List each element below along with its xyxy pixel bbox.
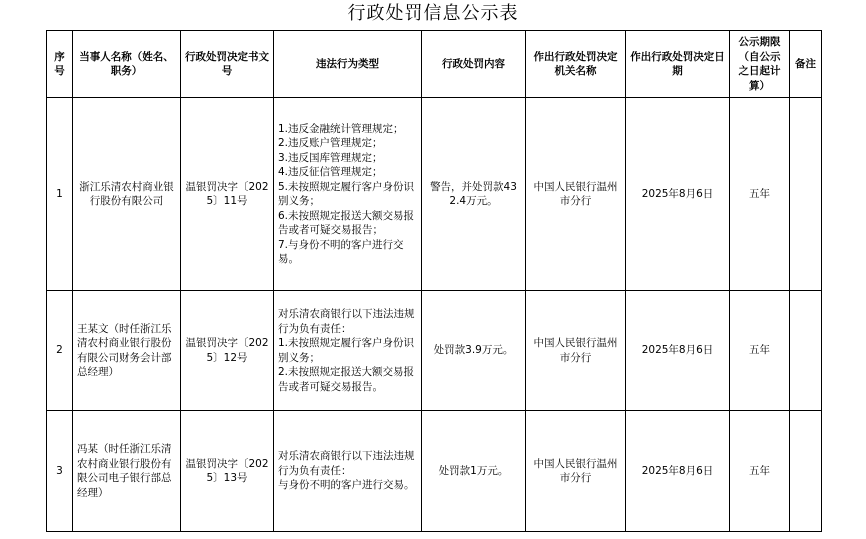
violation-item: 1.未按照规定履行客户身份识别义务； (278, 337, 415, 364)
row-period: 五年 (730, 291, 790, 411)
row-violations (274, 98, 422, 291)
header-date: 作出行政处罚决定日期 (626, 31, 730, 98)
row-penalty: 警告，并处罚款432.4万元。 (422, 98, 526, 291)
table-row (47, 98, 822, 291)
row-doc-no: 温银罚决字〔2025〕13号 (181, 411, 274, 532)
header-authority: 作出行政处罚决定机关名称 (526, 31, 626, 98)
row-party: 王某文（时任浙江乐清农村商业银行股份有限公司财务会计部总经理） (73, 291, 181, 411)
violation-item: 3.违反国库管理规定； (278, 151, 383, 164)
row-seq: 1 (47, 98, 73, 291)
header-penalty: 行政处罚内容 (422, 31, 526, 98)
row-doc-no: 温银罚决字〔2025〕12号 (181, 291, 274, 411)
row-authority: 中国人民银行温州市分行 (526, 291, 626, 411)
violation-item: 1.违反金融统计管理规定； (278, 122, 404, 135)
row-party: 冯某（时任浙江乐清农村商业银行股份有限公司电子银行部总经理） (73, 411, 181, 532)
row-seq: 2 (47, 291, 73, 411)
header-party: 当事人名称（姓名、职务） (73, 31, 181, 98)
violation-item: 4.违反征信管理规定； (278, 166, 383, 178)
header-violation: 违法行为类型 (274, 31, 422, 98)
row-party: 浙江乐清农村商业银行股份有限公司 (73, 98, 181, 291)
violation-item: 5.未按照规定履行客户身份识别义务； (278, 180, 415, 207)
header-seq: 序号 (47, 31, 73, 98)
row-period: 五年 (730, 98, 790, 291)
row-date: 2025年8月6日 (626, 98, 730, 291)
row-penalty: 处罚款1万元。 (422, 411, 526, 532)
violation-item: 对乐清农商银行以下违法违规行为负有责任： (278, 450, 415, 477)
row-doc-no: 温银罚决字〔2025〕11号 (181, 98, 274, 291)
table-row (47, 291, 822, 411)
table-row (47, 411, 822, 532)
header-remarks: 备注 (790, 31, 822, 98)
violation-item: 6.未按照规定报送大额交易报告或者可疑交易报告； (278, 209, 415, 236)
violation-item: 与身份不明的客户进行交易。 (278, 479, 415, 492)
violation-item: 7.与身份不明的客户进行交易。 (278, 238, 404, 265)
page-title: 行政处罚信息公示表 (347, 3, 519, 24)
row-period: 五年 (730, 411, 790, 532)
penalty-table (46, 30, 822, 532)
row-date: 2025年8月6日 (626, 291, 730, 411)
row-remarks (790, 98, 822, 291)
row-remarks (790, 291, 822, 411)
row-remarks (790, 411, 822, 532)
row-violations (274, 411, 422, 532)
header-period: 公示期限（自公示之日起计算） (730, 31, 790, 98)
row-authority: 中国人民银行温州市分行 (526, 98, 626, 291)
row-violations (274, 291, 422, 411)
table-header-row (47, 31, 822, 98)
violation-item: 2.违反账户管理规定； (278, 137, 383, 149)
row-authority: 中国人民银行温州市分行 (526, 411, 626, 532)
violation-item: 2.未按照规定报送大额交易报告或者可疑交易报告。 (278, 366, 415, 393)
row-seq: 3 (47, 411, 73, 532)
row-date: 2025年8月6日 (626, 411, 730, 532)
header-doc-no: 行政处罚决定书文号 (181, 31, 274, 98)
row-penalty: 处罚款3.9万元。 (422, 291, 526, 411)
violation-item: 对乐清农商银行以下违法违规行为负有责任： (278, 308, 415, 335)
